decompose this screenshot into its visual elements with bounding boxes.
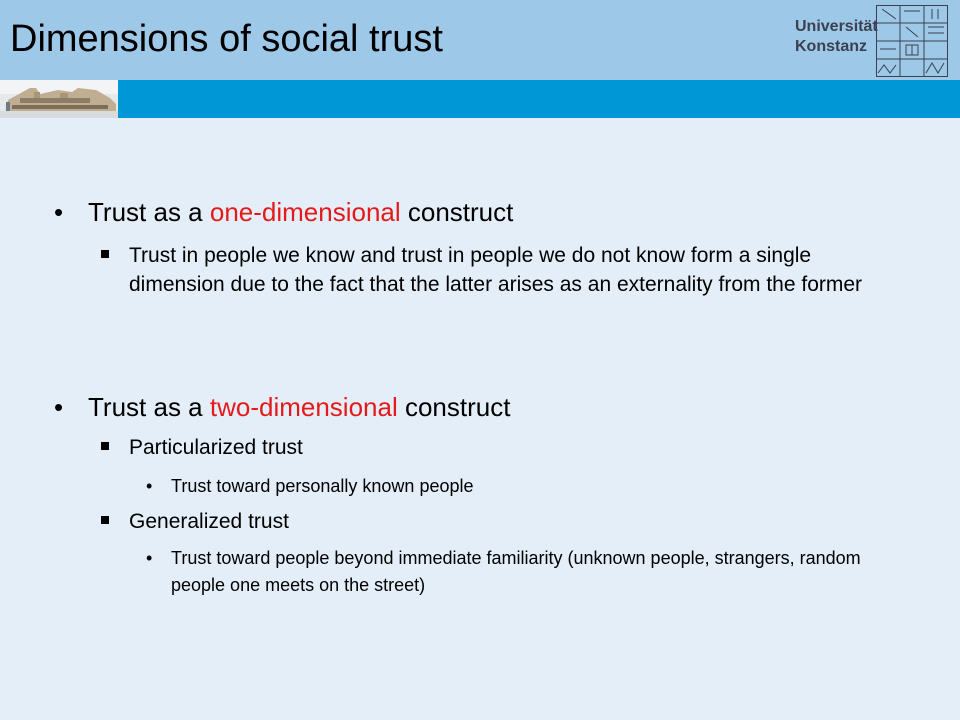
sub-item-single-dimension xyxy=(129,241,899,299)
item2-prefix: Trust as a xyxy=(88,392,210,422)
bullet-item-two-dimensional xyxy=(54,391,511,423)
item1-suffix: construct xyxy=(400,197,514,227)
bullet-item-one-dimensional xyxy=(54,196,514,228)
sub-item-particularized xyxy=(129,433,899,462)
slide-title: Dimensions of social trust xyxy=(10,18,443,60)
sub-item-text: Trust in people we know and trust in people we do not know form a single dimension due to the fact that the latter arises as an externality from the former xyxy=(129,244,863,296)
detail-text: Trust toward people beyond immediate familiarity (unknown people, strangers, random people one meets on the street) xyxy=(171,548,861,595)
bullet-dot-icon: • xyxy=(54,392,64,422)
detail-text: Trust toward personally known people xyxy=(171,476,474,496)
sub-item-generalized xyxy=(129,507,899,536)
bullet-dot-icon: • xyxy=(146,548,153,568)
square-bullet-icon xyxy=(101,250,109,258)
logo-line-2: Konstanz xyxy=(795,38,867,55)
sub-item-text: Generalized trust xyxy=(129,510,289,533)
item2-highlight: two-dimensional xyxy=(209,392,398,422)
detail-particularized xyxy=(146,473,911,500)
square-bullet-icon xyxy=(101,516,109,524)
sub-item-text: Particularized trust xyxy=(129,436,303,459)
square-bullet-icon xyxy=(101,442,109,450)
bullet-dot-icon: • xyxy=(146,476,153,496)
detail-generalized xyxy=(146,545,911,599)
item2-suffix: construct xyxy=(397,392,511,422)
item1-highlight: one-dimensional xyxy=(209,197,401,227)
bullet-dot-icon: • xyxy=(54,197,64,227)
item1-prefix: Trust as a xyxy=(88,197,210,227)
logo-line-1: Universität xyxy=(795,18,878,35)
